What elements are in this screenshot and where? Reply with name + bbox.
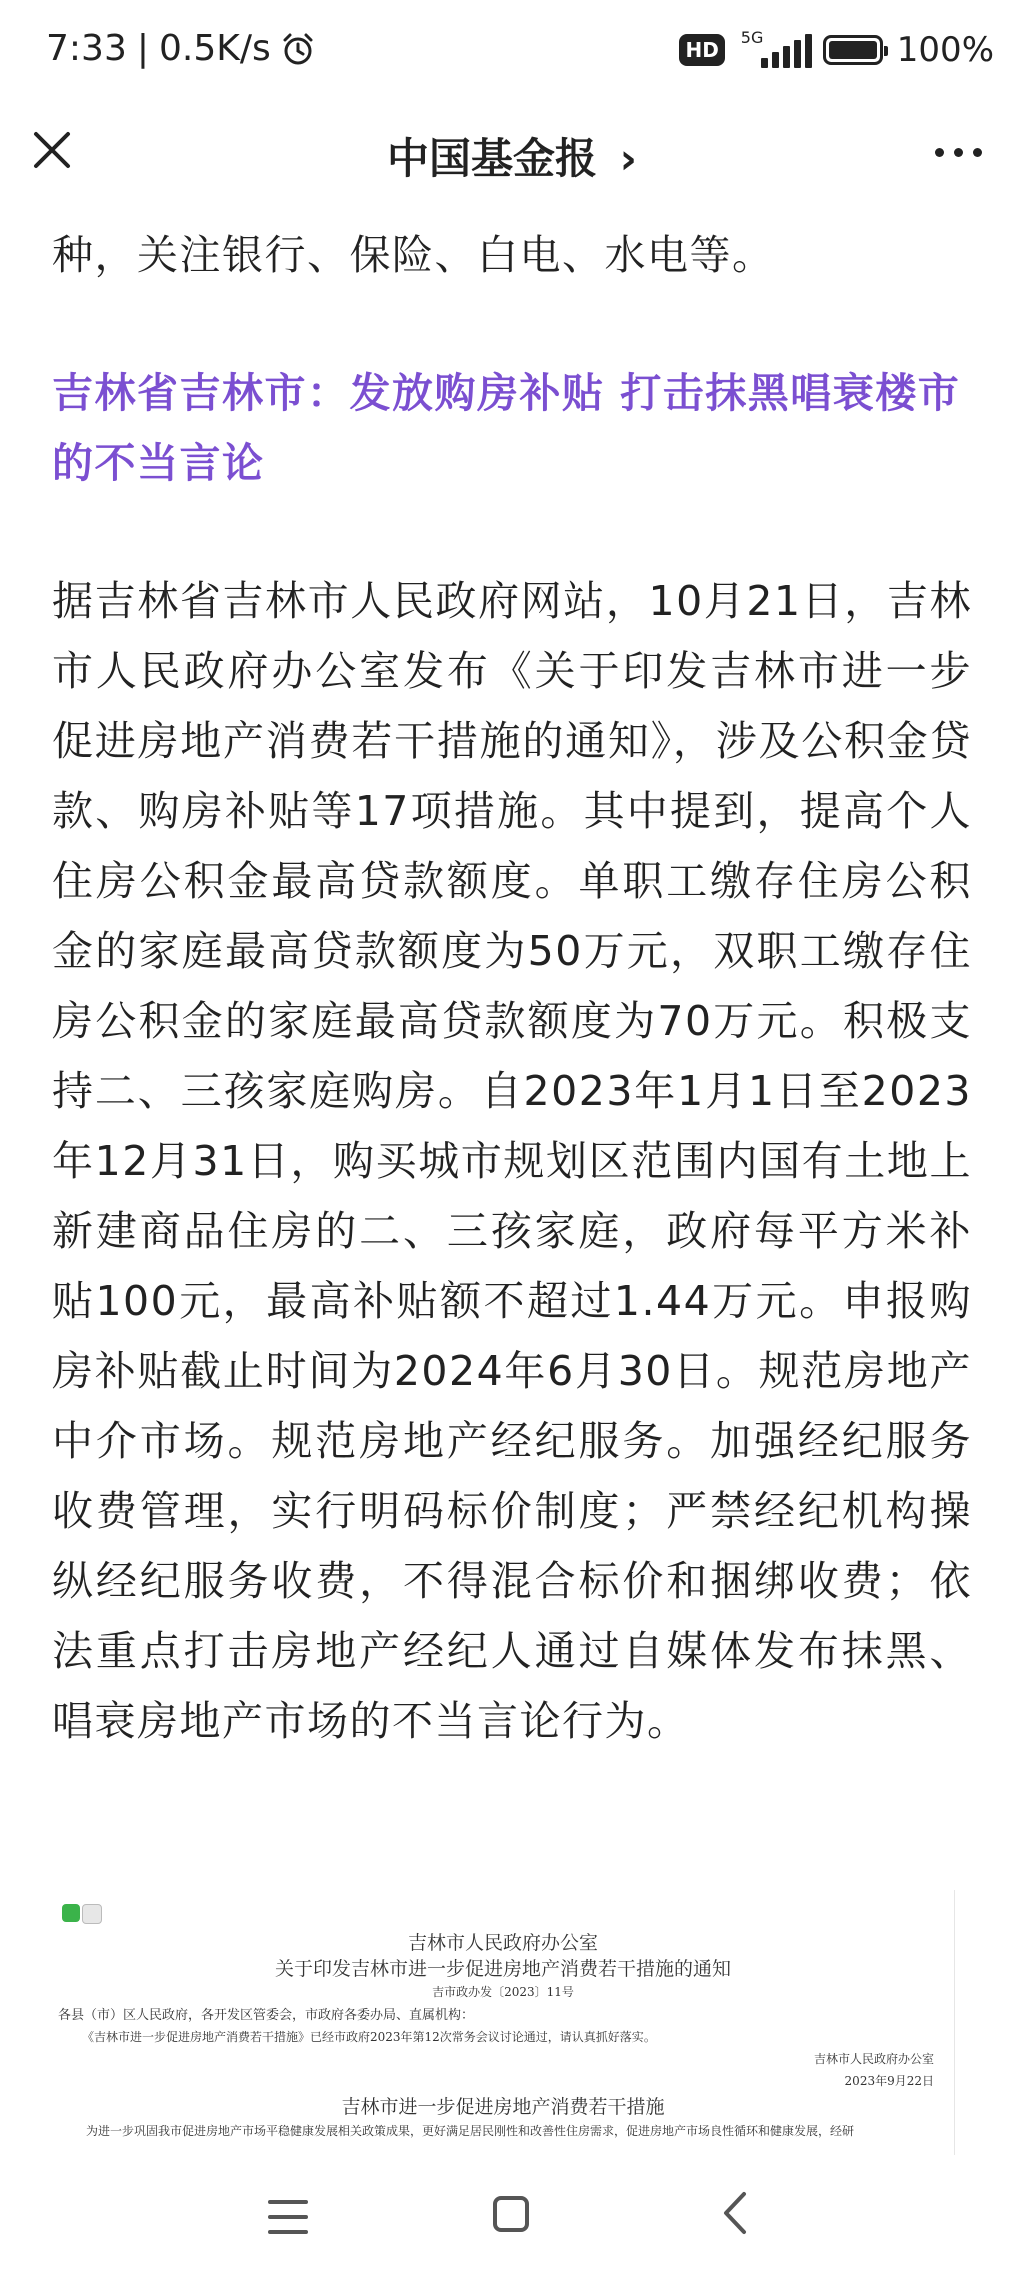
status-divider: | <box>136 28 149 69</box>
network-type: 5G <box>740 28 764 47</box>
account-name: 中国基金报 <box>387 134 598 183</box>
status-left <box>46 28 315 69</box>
home-icon[interactable] <box>493 2196 529 2232</box>
network-speed: 0.5K/s <box>158 28 271 69</box>
clock: 7:33 <box>46 28 127 69</box>
status-bar <box>0 0 1024 100</box>
doc-notice-title: 关于印发吉林市进一步促进房地产消费若干措施的通知 <box>274 1958 731 1980</box>
doc-date: 2023年9月22日 <box>844 2074 934 2088</box>
document-image[interactable] <box>52 1890 955 2155</box>
body-paragraph: 据吉林省吉林市人民政府网站，10月21日，吉林市人民政府办公室发布《关于印发吉林市进一步促进房地产消费若干措施的通知》，涉及公积金贷款、购房补贴等17项措施。其中提到，提高个人住房公积金最高贷款额度。单职工缴存住房公积金的家庭最高贷款额度为50万元，双职工缴存住房公积金的家庭最高贷款额度为70万元。积极支持二、三孩家庭购房。自2023年1月1日至2023年12月31日，购买城市规划区范围内国有土地上新建商品住房的二、三孩家庭，政府每平方米补贴100元，最高补贴额不超过1.44万元。申报购房补贴截止时间为2024年6月30日。规范房地产中介市场。规范房地产经纪服务。加强经纪服务收费管理，实行明码标价制度；严禁经纪机构操纵经纪服务收费，不得混合标价和捆绑收费；依法重点打击房地产经纪人通过自媒体发布抹黑、唱衰房地产市场的不当言论行为。 <box>52 577 972 1745</box>
article-section-heading <box>52 358 972 498</box>
signal-icon <box>739 28 809 68</box>
doc-office: 吉林市人民政府办公室 <box>407 1932 598 1954</box>
lead-text: 种，关注银行、保险、白电、水电等。 <box>52 231 775 279</box>
system-nav-bar <box>0 2160 1024 2276</box>
article-lead <box>52 220 972 290</box>
back-icon[interactable] <box>720 2190 750 2236</box>
alarm-icon <box>281 32 315 66</box>
doc-number: 吉市政办发〔2023〕11号 <box>432 1985 574 1999</box>
hd-badge: HD <box>679 34 724 66</box>
title-bar <box>0 100 1024 210</box>
more-options-icon[interactable] <box>935 148 982 157</box>
section-heading: 吉林省吉林市：发放购房补贴 打击抹黑唱衰楼市的不当言论 <box>52 369 961 487</box>
doc-intro: 为进一步巩固我市促进房地产市场平稳健康发展相关政策成果，更好满足居民刚性和改善性住房需求，促进房地产市场良性循环和健康发展，经研 <box>86 2124 855 2138</box>
battery-icon <box>823 35 883 65</box>
battery-percent: 100% <box>896 30 994 70</box>
doc-addressees: 各县（市）区人民政府，各开发区管委会，市政府各委办局、直属机构： <box>58 2008 475 2023</box>
article-body <box>52 566 972 1756</box>
doc-measures-title: 吉林市进一步促进房地产消费若干措施 <box>341 2096 665 2118</box>
doc-body: 《吉林市进一步促进房地产消费若干措施》已经市政府2023年第12次常务会议讨论通过，请认真抓好落实。 <box>82 2030 656 2044</box>
account-title-link[interactable] <box>0 126 1024 186</box>
battery-fill <box>829 41 877 59</box>
doc-logo-icons <box>62 1904 102 1924</box>
doc-signature: 吉林市人民政府办公室 <box>813 2052 934 2066</box>
status-right <box>679 30 994 70</box>
recent-apps-icon[interactable] <box>268 2200 308 2245</box>
chevron-right-icon: › <box>619 134 637 183</box>
